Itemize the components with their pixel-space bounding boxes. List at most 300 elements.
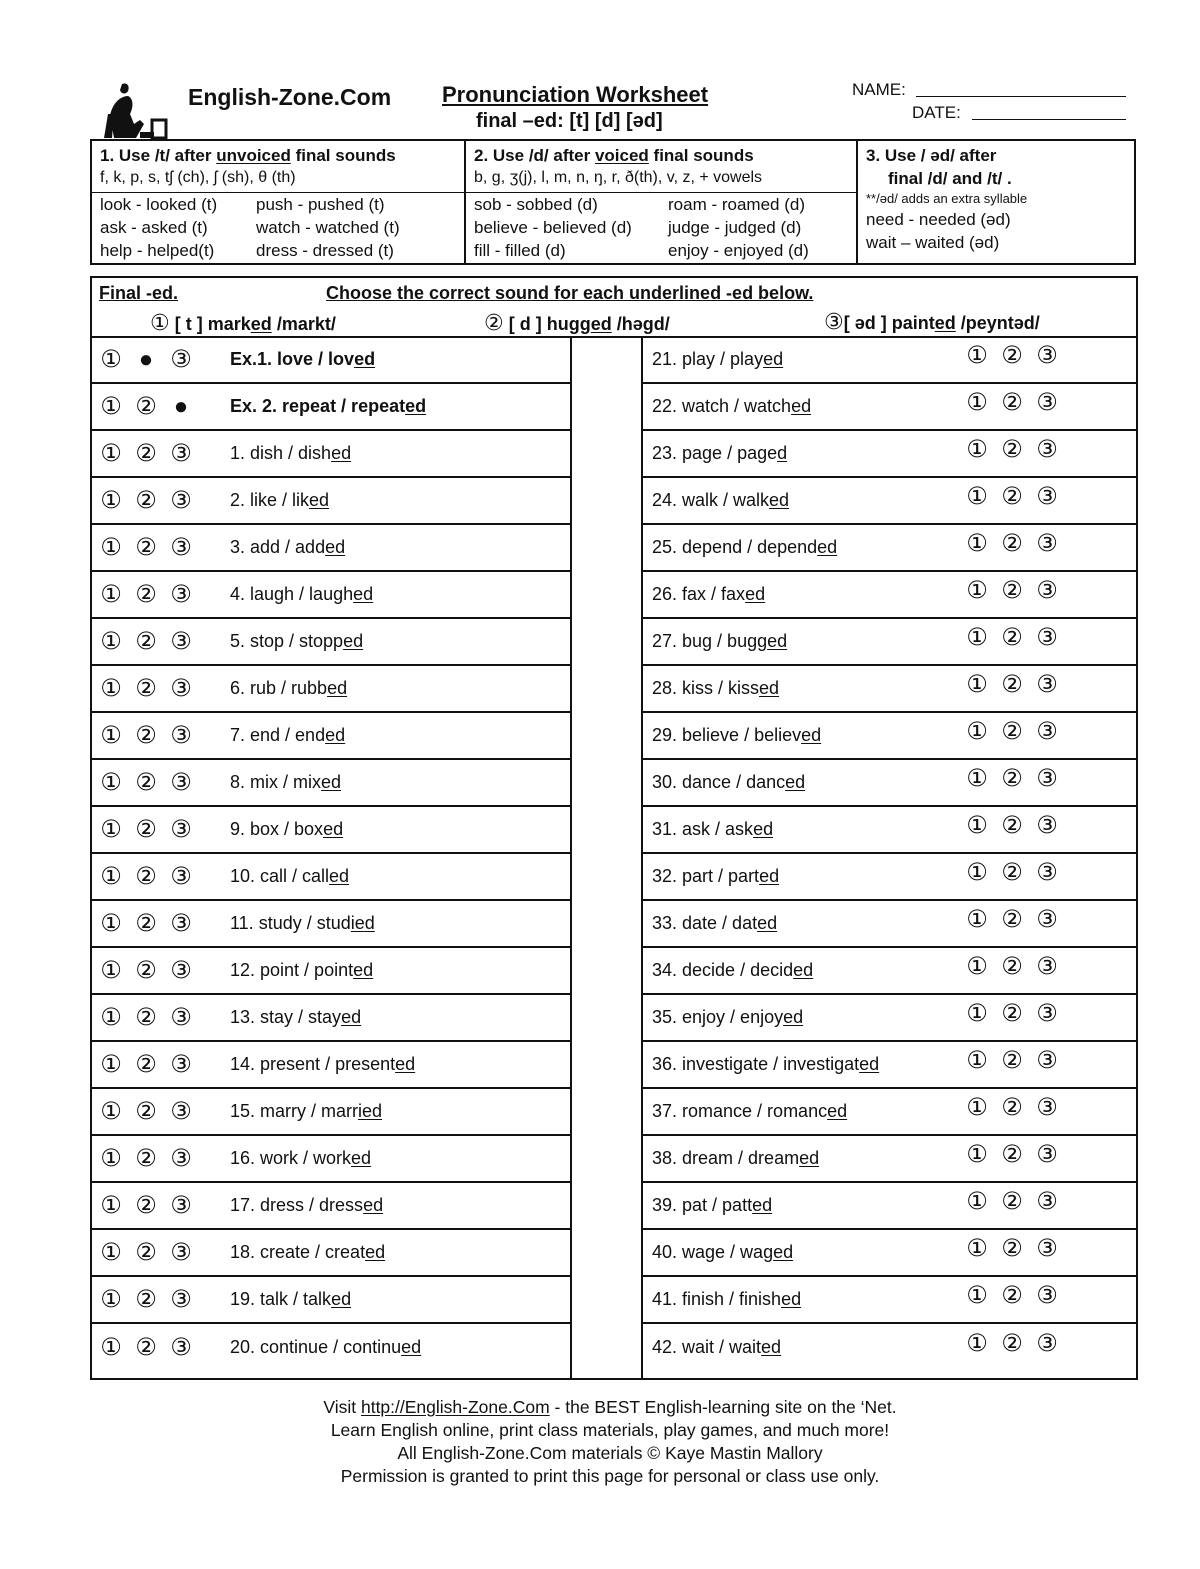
answer-bubbles — [964, 670, 1060, 698]
answer-bubble-3[interactable]: ③ — [170, 1333, 192, 1361]
answer-bubble-2[interactable]: ② — [135, 768, 157, 796]
question-row — [90, 1136, 570, 1183]
answer-bubble-1[interactable]: ① — [966, 1329, 988, 1357]
answer-bubble-1[interactable]: ① — [966, 1281, 988, 1309]
question-text: 18. create / created — [230, 1242, 386, 1262]
question-text: 14. present / presented — [230, 1054, 416, 1074]
answer-bubble-1[interactable]: ① — [966, 1187, 988, 1215]
answer-bubbles — [98, 627, 216, 655]
question-row — [90, 619, 570, 666]
answer-bubble-3[interactable]: ③ — [1036, 388, 1058, 416]
answer-bubble-1[interactable]: ① — [100, 1144, 122, 1172]
question-text: 38. dream / dreamed — [652, 1148, 820, 1168]
footer-line: Permission is granted to print this page for personal or class use only. — [340, 1466, 880, 1486]
answer-bubble-2[interactable]: ② — [135, 1333, 157, 1361]
answer-bubble-1[interactable]: ① — [100, 1003, 122, 1031]
question-text: 31. ask / asked — [652, 819, 774, 839]
answer-bubble-1[interactable]: ① — [100, 392, 122, 420]
instructions-text: Choose the correct sound for each underlined -ed below. — [326, 283, 814, 303]
answer-bubble-3[interactable]: ③ — [170, 674, 192, 702]
answer-bubble-2[interactable]: ② — [135, 956, 157, 984]
answer-bubble-1[interactable]: ① — [100, 439, 122, 467]
answer-bubble-2[interactable]: ② — [135, 909, 157, 937]
question-row — [642, 1230, 1138, 1277]
question-row — [642, 1183, 1138, 1230]
answer-bubble-3[interactable]: ③ — [1036, 1234, 1058, 1262]
question-text: 42. wait / waited — [652, 1337, 782, 1357]
answer-bubbles — [98, 1285, 216, 1313]
answer-bubbles — [964, 1093, 1060, 1121]
answer-bubble-3[interactable]: ③ — [170, 1191, 192, 1219]
question-text: 40. wage / waged — [652, 1242, 794, 1262]
answer-bubbles — [98, 721, 216, 749]
answer-bubble-1[interactable]: ① — [100, 721, 122, 749]
answer-bubble-1[interactable]: ① — [100, 674, 122, 702]
final-ed-heading: Final -ed. — [99, 283, 179, 303]
answer-bubbles — [98, 1003, 216, 1031]
question-row — [90, 1277, 570, 1324]
answer-bubble-1[interactable]: ① — [966, 435, 988, 463]
question-text: Ex. 2. repeat / repeated — [230, 396, 427, 416]
page-title: Pronunciation Worksheet — [442, 82, 709, 107]
answer-bubbles — [964, 952, 1060, 980]
answer-bubble-2[interactable]: ② — [1001, 341, 1023, 369]
answer-bubble-1[interactable]: ① — [966, 858, 988, 886]
question-row — [642, 1089, 1138, 1136]
question-row — [90, 995, 570, 1042]
answer-bubble-3[interactable]: ③ — [1036, 1046, 1058, 1074]
answer-bubbles — [98, 909, 216, 937]
answer-bubble-1[interactable]: ① — [100, 815, 122, 843]
answer-bubble-3[interactable]: ③ — [1036, 1187, 1058, 1215]
question-row — [642, 760, 1138, 807]
rule-heading: 2. Use /d/ after voiced final sounds — [474, 146, 754, 165]
answer-bubble-3[interactable]: ③ — [170, 768, 192, 796]
question-row — [642, 1136, 1138, 1183]
question-text: 35. enjoy / enjoyed — [652, 1007, 804, 1027]
rule-example: fill - filled (d) enjoy - enjoyed (d) — [474, 241, 809, 260]
question-text: 27. bug / bugged — [652, 631, 788, 651]
answer-bubble-3[interactable]: ③ — [170, 1144, 192, 1172]
answer-bubble-2[interactable]: ② — [135, 392, 157, 420]
question-row — [642, 854, 1138, 901]
answer-bubble-3[interactable]: ③ — [1036, 435, 1058, 463]
answer-bubble-3[interactable]: ③ — [170, 862, 192, 890]
question-text: 24. walk / walked — [652, 490, 790, 510]
answer-bubble-2[interactable]: ② — [135, 580, 157, 608]
answer-bubbles — [964, 388, 1060, 416]
answer-bubble-3[interactable]: ③ — [170, 533, 192, 561]
answer-bubble-1[interactable]: ① — [966, 952, 988, 980]
answer-bubble-2[interactable]: ② — [135, 486, 157, 514]
answer-bubble-1[interactable]: ① — [100, 580, 122, 608]
question-row — [90, 431, 570, 478]
question-row — [642, 431, 1138, 478]
answer-bubble-1[interactable]: ① — [100, 1238, 122, 1266]
answer-bubble-2[interactable]: ② — [135, 1285, 157, 1313]
answer-bubble-2[interactable]: ② — [1001, 764, 1023, 792]
answer-bubble-2[interactable]: ② — [1001, 1093, 1023, 1121]
question-text: 19. talk / talked — [230, 1289, 352, 1309]
answer-bubbles — [964, 1281, 1060, 1309]
question-text: 11. study / studied — [230, 913, 375, 933]
date-field[interactable] — [972, 119, 1126, 120]
question-row — [642, 384, 1138, 431]
answer-bubbles — [98, 1050, 216, 1078]
answer-bubble-1[interactable]: ① — [966, 341, 988, 369]
answer-bubbles — [964, 1329, 1060, 1357]
answer-bubbles — [98, 533, 216, 561]
answer-bubbles — [98, 815, 216, 843]
answer-bubble-3[interactable]: ③ — [170, 486, 192, 514]
answer-bubble-1[interactable]: ① — [100, 1333, 122, 1361]
answer-bubbles — [964, 717, 1060, 745]
rule-example: look - looked (t) push - pushed (t) — [100, 195, 385, 214]
answer-bubble-2[interactable]: ② — [1001, 576, 1023, 604]
question-text: 8. mix / mixed — [230, 772, 342, 792]
answer-bubble-3[interactable]: ③ — [170, 815, 192, 843]
question-row — [642, 525, 1138, 572]
answer-bubble-3[interactable]: ③ — [170, 1003, 192, 1031]
answer-bubble-3[interactable]: ③ — [170, 1050, 192, 1078]
answer-bubbles — [964, 1234, 1060, 1262]
footer-line: Learn English online, print class materials, play games, and much more! — [330, 1420, 890, 1440]
question-text: 9. box / boxed — [230, 819, 344, 839]
answer-bubble-3[interactable]: ③ — [1036, 858, 1058, 886]
answer-bubbles — [98, 486, 216, 514]
answer-bubble-1[interactable]: ① — [100, 533, 122, 561]
answer-bubble-3[interactable]: ③ — [1036, 623, 1058, 651]
answer-bubbles — [98, 439, 216, 467]
answer-bubble-2[interactable]: ② — [1001, 952, 1023, 980]
answer-bubble-2[interactable]: ② — [1001, 1234, 1023, 1262]
rule-voiced — [466, 141, 858, 263]
name-field[interactable] — [916, 96, 1126, 97]
question-row — [90, 1230, 570, 1277]
answer-bubbles — [98, 1191, 216, 1219]
question-text: 22. watch / watched — [652, 396, 812, 416]
question-row — [90, 760, 570, 807]
question-row — [642, 337, 1138, 384]
question-row — [90, 666, 570, 713]
answer-bubble-1[interactable]: ① — [966, 388, 988, 416]
answer-bubble-1[interactable]: ① — [966, 811, 988, 839]
answer-bubble-3[interactable]: ③ — [170, 627, 192, 655]
answer-bubble-2[interactable]: ② — [1001, 435, 1023, 463]
rule-ed-syllable — [858, 141, 1134, 263]
answer-bubble-2[interactable]: ② — [1001, 1281, 1023, 1309]
answer-bubbles — [964, 1140, 1060, 1168]
rule-example: ask - asked (t) watch - watched (t) — [100, 218, 400, 237]
question-text: 1. dish / dished — [230, 443, 352, 463]
question-row — [90, 525, 570, 572]
answer-bubble-1[interactable]: ① — [966, 1140, 988, 1168]
site-name: English-Zone.Com — [188, 84, 392, 110]
answer-bubble-3[interactable]: ③ — [1036, 717, 1058, 745]
answer-bubble-3[interactable]: ③ — [1036, 764, 1058, 792]
answer-bubbles — [98, 1333, 216, 1361]
answer-bubble-2[interactable]: ② — [1001, 529, 1023, 557]
question-row — [642, 666, 1138, 713]
answer-bubble-3[interactable]: ③ — [170, 909, 192, 937]
answer-bubble-2[interactable]: ● — [138, 345, 154, 373]
answer-bubble-1[interactable]: ① — [966, 999, 988, 1027]
answer-bubble-3[interactable]: ● — [173, 392, 189, 420]
answer-bubble-2[interactable]: ② — [135, 674, 157, 702]
question-text: 30. dance / danced — [652, 772, 806, 792]
answer-bubbles — [98, 1097, 216, 1125]
answer-bubble-3[interactable]: ③ — [170, 721, 192, 749]
question-row — [90, 337, 570, 384]
question-text: 34. decide / decided — [652, 960, 814, 980]
answer-bubble-3[interactable]: ③ — [170, 439, 192, 467]
answer-bubble-2[interactable]: ② — [135, 439, 157, 467]
answer-bubble-1[interactable]: ① — [966, 764, 988, 792]
question-text: 15. marry / married — [230, 1101, 383, 1121]
answer-bubble-2[interactable]: ② — [135, 1191, 157, 1219]
question-row — [90, 854, 570, 901]
rules-box — [90, 139, 1136, 265]
date-label: DATE: — [912, 103, 961, 122]
question-row — [642, 1042, 1138, 1089]
answer-bubble-1[interactable]: ① — [966, 623, 988, 651]
question-row — [90, 478, 570, 525]
legend-t: ① [ t ] marked /markt/ — [150, 310, 336, 335]
question-text: 29. believe / believed — [652, 725, 822, 745]
question-text: 32. part / parted — [652, 866, 780, 886]
footer-line: All English-Zone.Com materials © Kaye Mastin Mallory — [397, 1443, 823, 1463]
answer-bubble-2[interactable]: ② — [1001, 717, 1023, 745]
question-row — [90, 713, 570, 760]
answer-bubble-2[interactable]: ② — [1001, 670, 1023, 698]
question-text: 4. laugh / laughed — [230, 584, 374, 604]
answer-bubble-2[interactable]: ② — [135, 815, 157, 843]
answer-bubble-1[interactable]: ① — [100, 1050, 122, 1078]
answer-bubbles — [98, 956, 216, 984]
answer-bubble-3[interactable]: ③ — [1036, 905, 1058, 933]
answer-bubble-3[interactable]: ③ — [1036, 952, 1058, 980]
question-row — [642, 901, 1138, 948]
question-row — [642, 572, 1138, 619]
question-text: 21. play / played — [652, 349, 784, 369]
answer-bubble-1[interactable]: ① — [100, 768, 122, 796]
answer-bubble-1[interactable]: ① — [966, 1046, 988, 1074]
rule-heading: 3. Use / əd/ after — [866, 146, 997, 165]
answer-bubble-3[interactable]: ③ — [1036, 341, 1058, 369]
answer-bubbles — [964, 1046, 1060, 1074]
answer-bubble-1[interactable]: ① — [100, 627, 122, 655]
answer-bubble-3[interactable]: ③ — [1036, 999, 1058, 1027]
question-row — [90, 948, 570, 995]
question-text: 6. rub / rubbed — [230, 678, 348, 698]
answer-bubbles — [98, 1238, 216, 1266]
question-text: 5. stop / stopped — [230, 631, 364, 651]
question-text: 16. work / worked — [230, 1148, 372, 1168]
question-row — [642, 995, 1138, 1042]
rule-note: **/əd/ adds an extra syllable — [866, 191, 1028, 206]
answer-bubble-3[interactable]: ③ — [1036, 576, 1058, 604]
answer-bubbles — [964, 858, 1060, 886]
answer-bubble-1[interactable]: ① — [966, 670, 988, 698]
rule-example: need - needed (əd) — [866, 210, 1011, 229]
answer-bubble-2[interactable]: ② — [135, 627, 157, 655]
answer-bubble-1[interactable]: ① — [966, 1234, 988, 1262]
question-text: 13. stay / stayed — [230, 1007, 362, 1027]
rule-heading-line2: final /d/ and /t/ . — [888, 169, 1012, 188]
question-row — [642, 478, 1138, 525]
question-row — [642, 948, 1138, 995]
question-row — [90, 1183, 570, 1230]
answer-bubble-2[interactable]: ② — [135, 1050, 157, 1078]
answer-bubble-1[interactable]: ① — [966, 529, 988, 557]
answer-bubble-3[interactable]: ③ — [170, 580, 192, 608]
question-text: 37. romance / romanced — [652, 1101, 848, 1121]
question-row — [642, 713, 1138, 760]
answer-bubbles — [98, 1144, 216, 1172]
question-row — [90, 1042, 570, 1089]
answer-bubbles — [98, 392, 216, 420]
answer-bubble-1[interactable]: ① — [966, 576, 988, 604]
rule-example: sob - sobbed (d) roam - roamed (d) — [474, 195, 805, 214]
answer-bubble-2[interactable]: ② — [1001, 858, 1023, 886]
answer-bubble-1[interactable]: ① — [100, 862, 122, 890]
legend-ed: ③[ əd ] painted /peyntəd/ — [824, 309, 1040, 334]
rule-unvoiced — [92, 141, 466, 263]
question-row — [90, 807, 570, 854]
answer-bubbles — [964, 999, 1060, 1027]
answer-bubble-3[interactable]: ③ — [1036, 1329, 1058, 1357]
answer-bubble-1[interactable]: ① — [100, 1191, 122, 1219]
question-row — [642, 1277, 1138, 1324]
answer-bubbles — [964, 529, 1060, 557]
rule-sounds: b, g, ʒ(j), l, m, n, ŋ, r, ð(th), v, z, + vowels — [474, 169, 763, 186]
answer-bubble-1[interactable]: ① — [966, 1093, 988, 1121]
answer-bubble-2[interactable]: ② — [135, 1144, 157, 1172]
answer-bubbles — [98, 674, 216, 702]
answer-bubble-1[interactable]: ① — [100, 956, 122, 984]
question-text: 7. end / ended — [230, 725, 346, 745]
answer-bubble-3[interactable]: ③ — [170, 1097, 192, 1125]
answer-bubble-1[interactable]: ① — [966, 482, 988, 510]
question-text: 2. like / liked — [230, 490, 330, 510]
answer-bubble-2[interactable]: ② — [1001, 905, 1023, 933]
answer-bubble-2[interactable]: ② — [1001, 999, 1023, 1027]
question-text: 23. page / paged — [652, 443, 788, 463]
answer-bubble-1[interactable]: ① — [966, 717, 988, 745]
rule-example: wait – waited (əd) — [866, 233, 1000, 252]
rule-sounds: f, k, p, s, tʃ (ch), ʃ (sh), θ (th) — [100, 169, 296, 186]
answer-bubble-2[interactable]: ② — [135, 1238, 157, 1266]
answer-bubble-3[interactable]: ③ — [1036, 1281, 1058, 1309]
question-text: 3. add / added — [230, 537, 346, 557]
answer-bubble-3[interactable]: ③ — [1036, 670, 1058, 698]
answer-bubble-3[interactable]: ③ — [1036, 1093, 1058, 1121]
question-row — [642, 807, 1138, 854]
answer-bubbles — [964, 764, 1060, 792]
question-text: 25. depend / depended — [652, 537, 838, 557]
question-row — [90, 901, 570, 948]
question-text: Ex.1. love / loved — [230, 349, 376, 369]
question-text: 26. fax / faxed — [652, 584, 766, 604]
question-text: 36. investigate / investigated — [652, 1054, 880, 1074]
question-row — [642, 619, 1138, 666]
answer-bubble-3[interactable]: ③ — [1036, 529, 1058, 557]
answer-bubble-2[interactable]: ② — [135, 1003, 157, 1031]
answer-bubble-2[interactable]: ② — [135, 533, 157, 561]
answer-bubbles — [964, 811, 1060, 839]
answer-bubbles — [964, 1187, 1060, 1215]
answer-bubble-1[interactable]: ① — [100, 1097, 122, 1125]
answer-bubbles — [964, 905, 1060, 933]
answer-bubbles — [964, 482, 1060, 510]
answer-bubble-3[interactable]: ③ — [1036, 482, 1058, 510]
question-row — [90, 384, 570, 431]
answer-bubble-2[interactable]: ② — [1001, 623, 1023, 651]
answer-bubble-2[interactable]: ② — [1001, 1329, 1023, 1357]
answer-bubble-3[interactable]: ③ — [170, 345, 192, 373]
answer-bubble-1[interactable]: ① — [100, 909, 122, 937]
rule-example: help - helped(t) dress - dressed (t) — [100, 241, 394, 260]
question-row — [90, 1089, 570, 1136]
answer-bubble-2[interactable]: ② — [1001, 1187, 1023, 1215]
question-text: 12. point / pointed — [230, 960, 374, 980]
page-subtitle: final –ed: [t] [d] [əd] — [476, 110, 663, 132]
answer-bubble-3[interactable]: ③ — [170, 956, 192, 984]
answer-bubble-3[interactable]: ③ — [170, 1285, 192, 1313]
answer-bubble-2[interactable]: ② — [1001, 388, 1023, 416]
answer-bubble-2[interactable]: ② — [135, 1097, 157, 1125]
question-text: 28. kiss / kissed — [652, 678, 780, 698]
question-text: 33. date / dated — [652, 913, 778, 933]
footer-link[interactable]: http://English-Zone.Com — [360, 1397, 550, 1417]
name-label: NAME: — [852, 80, 906, 99]
answer-bubble-2[interactable]: ② — [1001, 1140, 1023, 1168]
answer-bubble-3[interactable]: ③ — [170, 1238, 192, 1266]
answer-bubbles — [964, 576, 1060, 604]
footer — [0, 1396, 1200, 1488]
question-row — [90, 1324, 570, 1371]
answer-bubble-3[interactable]: ③ — [1036, 811, 1058, 839]
answer-bubble-3[interactable]: ③ — [1036, 1140, 1058, 1168]
question-text: 20. continue / continued — [230, 1337, 422, 1357]
answer-bubbles — [98, 768, 216, 796]
answer-bubbles — [964, 435, 1060, 463]
answer-bubble-1[interactable]: ① — [966, 905, 988, 933]
question-row — [90, 572, 570, 619]
answer-bubbles — [964, 341, 1060, 369]
answer-bubble-1[interactable]: ① — [100, 1285, 122, 1313]
answer-bubbles — [98, 345, 216, 373]
rule-heading: 1. Use /t/ after unvoiced final sounds — [100, 146, 396, 165]
answer-bubble-1[interactable]: ① — [100, 345, 122, 373]
question-text: 17. dress / dressed — [230, 1195, 384, 1215]
answer-bubble-2[interactable]: ② — [1001, 811, 1023, 839]
question-row — [642, 1324, 1138, 1371]
answer-bubbles — [98, 862, 216, 890]
question-text: 10. call / called — [230, 866, 350, 886]
answer-bubble-2[interactable]: ② — [135, 721, 157, 749]
answer-bubble-2[interactable]: ② — [1001, 482, 1023, 510]
question-text: 41. finish / finished — [652, 1289, 802, 1309]
question-text: 39. pat / patted — [652, 1195, 773, 1215]
rule-example: believe - believed (d) judge - judged (d) — [474, 218, 802, 237]
english-zone-logo-icon — [100, 80, 170, 140]
answer-bubble-1[interactable]: ① — [100, 486, 122, 514]
answer-bubble-2[interactable]: ② — [135, 862, 157, 890]
answer-bubble-2[interactable]: ② — [1001, 1046, 1023, 1074]
answer-bubbles — [964, 623, 1060, 651]
answer-bubbles — [98, 580, 216, 608]
